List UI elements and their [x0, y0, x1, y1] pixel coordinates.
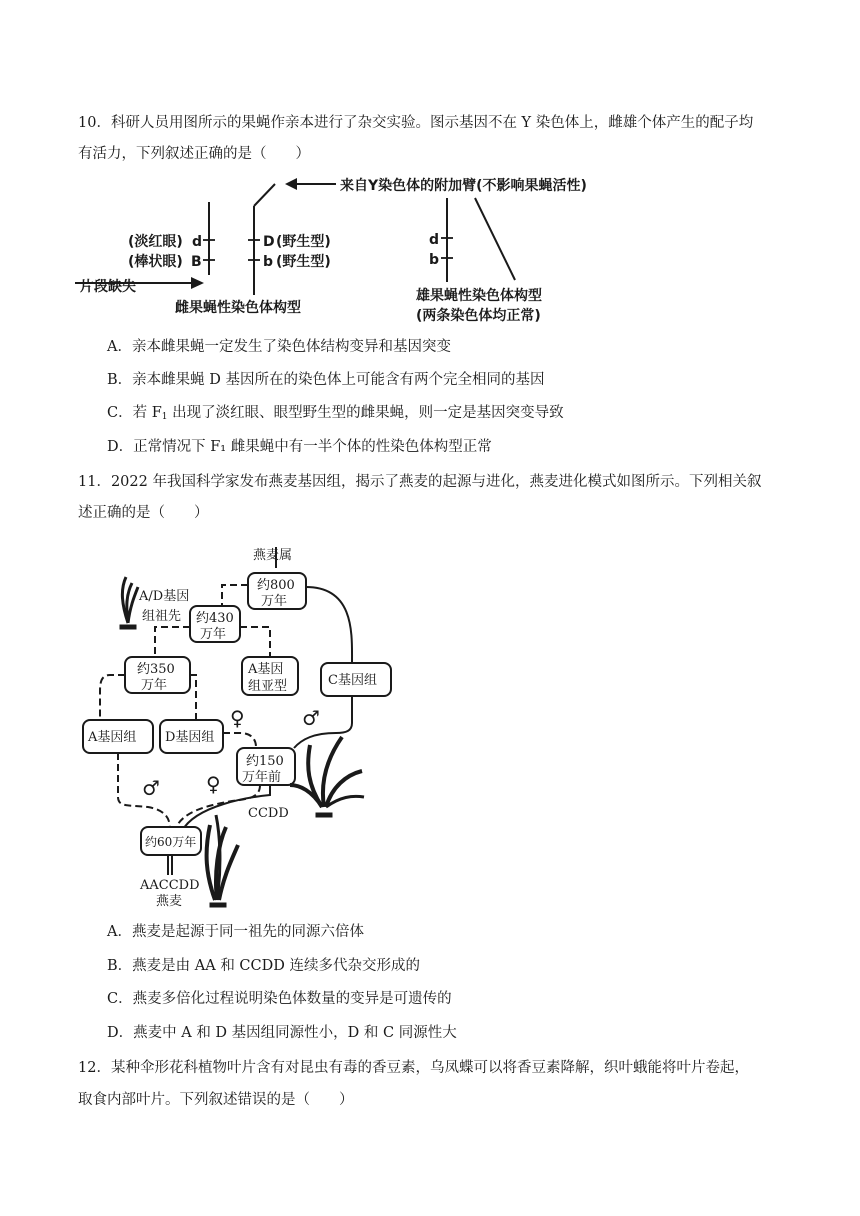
q11-stem-line1: 11．2022 年我国科学家发布燕麦基因组，揭示了燕麦的起源与进化，燕麦进化模式如图所示。下列相关叙	[78, 474, 762, 490]
female-caption: 雌果蝇性染色体构型	[175, 300, 301, 316]
q11-option-a[interactable]: A．燕麦是起源于同一祖先的同源六倍体	[107, 924, 364, 940]
q10-stem-line2: 有活力，下列叙述正确的是（ ）	[78, 146, 310, 162]
q11-option-c[interactable]: C．燕麦多倍化过程说明染色体数量的变异是可遗传的	[107, 991, 452, 1007]
ad-ancestor-line2: 组祖先	[142, 609, 182, 624]
allele-b-male: b	[429, 252, 440, 268]
q11-option-b[interactable]: B．燕麦是由 AA 和 CCDD 连续多代杂交形成的	[107, 958, 420, 974]
node-800-line1: 约800	[257, 578, 295, 593]
ccdd-plant-icon	[290, 737, 364, 817]
q12-stem-line1: 12．某种伞形花科植物叶片含有对昆虫有毒的香豆素，乌凤蝶可以将香豆素降解，织叶蛾能将叶片卷起，	[78, 1060, 749, 1076]
male-symbol-1: ♂	[302, 706, 320, 730]
wild-type-label-2: (野生型)	[276, 254, 331, 270]
a-genome-label: A基因组	[88, 730, 137, 745]
y-arm-label: 来自Y染色体的附加臂(不影响果蝇活性)	[340, 178, 587, 194]
d-genome-label: D基因组	[165, 730, 215, 745]
allele-D-female: D	[263, 234, 275, 250]
bar-eye-label: (棒状眼)	[128, 254, 183, 270]
female-symbol-1: ♀	[230, 706, 245, 730]
a-subtype-line2: 组亚型	[248, 679, 288, 694]
allele-b-female: b	[263, 254, 274, 270]
q10-option-c-pre: C．若 F	[107, 405, 162, 421]
q10-option-c[interactable]	[107, 403, 564, 427]
q10-option-d[interactable]: D．正常情况下 F₁ 雌果蝇中有一半个体的性染色体构型正常	[107, 439, 492, 455]
oat-label: 燕麦	[156, 894, 183, 909]
q10-option-c-post: 出现了淡红眼、眼型野生型的雌果蝇，则一定是基因突变导致	[167, 405, 564, 421]
c-genome-label: C基因组	[328, 673, 377, 688]
male-caption-2: (两条染色体均正常)	[416, 308, 541, 324]
node-150-line1: 约150	[246, 754, 284, 769]
q10-chromosome-diagram	[70, 170, 630, 330]
allele-B-female: B	[191, 254, 202, 270]
node-430-line2: 万年	[200, 627, 227, 642]
node-150-line2: 万年前	[242, 770, 282, 785]
allele-d-female: d	[192, 234, 203, 250]
q11-stem-line2: 述正确的是（ ）	[78, 505, 209, 521]
ancestor-plant-icon	[120, 577, 138, 629]
allele-d-male: d	[429, 232, 440, 248]
q10-stem-line1: 10．科研人员用图所示的果蝇作亲本进行了杂交实验。图示基因不在 Y 染色体上，雌雄个体产生的配子均	[78, 115, 754, 131]
q10-option-c-sub: 1	[161, 412, 168, 422]
male-caption-1: 雄果蝇性染色体构型	[416, 288, 542, 304]
node-430-line1: 约430	[196, 611, 234, 626]
oat-plant-icon	[207, 815, 238, 907]
aaccdd-label: AACCDD	[140, 878, 200, 893]
a-subtype-line1: A基因	[248, 662, 284, 677]
wild-type-label-1: (野生型)	[276, 234, 331, 250]
q12-stem-line2: 取食内部叶片。下列叙述错误的是（ ）	[78, 1092, 354, 1108]
male-symbol-2: ♂	[142, 776, 160, 800]
node-350-line2: 万年	[141, 678, 168, 693]
fragment-missing-label: 片段缺失	[80, 279, 136, 295]
female-symbol-2: ♀	[206, 772, 221, 796]
q11-option-d[interactable]: D．燕麦中 A 和 D 基因组同源性小，D 和 C 同源性大	[107, 1025, 457, 1041]
node-60-label: 约60万年	[145, 835, 197, 849]
q10-option-a[interactable]: A．亲本雌果蝇一定发生了染色体结构变异和基因突变	[107, 339, 451, 355]
pale-red-eye-label: (淡红眼)	[128, 234, 183, 250]
q11-oat-evolution-diagram	[70, 535, 410, 915]
oat-genus-label: 燕麦属	[253, 548, 293, 563]
ccdd-label: CCDD	[248, 806, 289, 821]
ad-ancestor-line1: A/D基因	[139, 589, 190, 604]
node-350-line1: 约350	[137, 662, 175, 677]
node-800-line2: 万年	[261, 594, 288, 609]
q10-option-b[interactable]: B．亲本雌果蝇 D 基因所在的染色体上可能含有两个完全相同的基因	[107, 372, 545, 388]
